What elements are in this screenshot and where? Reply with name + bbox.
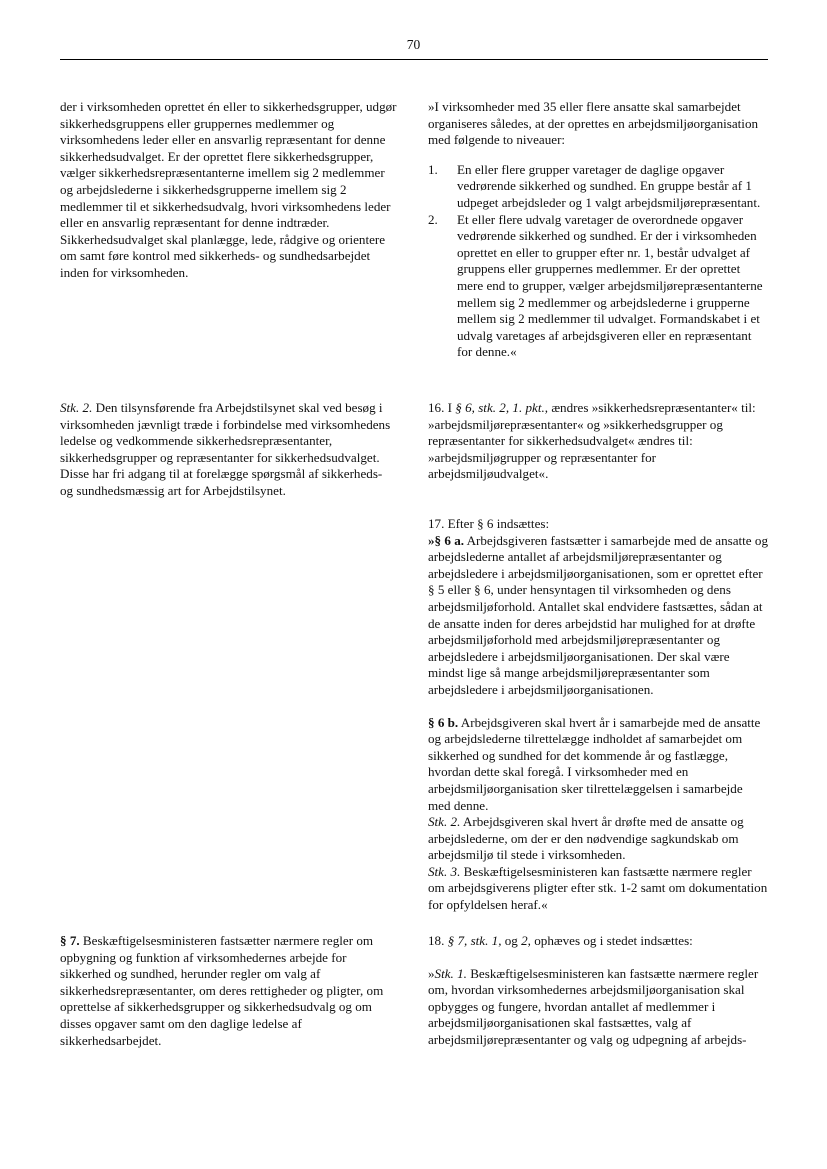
amendment-18-stk1-label: Stk. 1. bbox=[434, 965, 467, 981]
list-item-text: En eller flere grupper varetager de daglige opgaver vedrørende sikkerhed og sundhed. En gruppe består af 1 udpeget arbejdsleder og 1 valgt arbejdsmiljørepræsentant. bbox=[457, 161, 761, 210]
left-paragraph-1 bbox=[60, 99, 398, 282]
list-item-number: 2. bbox=[428, 211, 438, 227]
amendment-18-text bbox=[428, 933, 768, 950]
section-6b bbox=[428, 715, 768, 815]
section-6b-stk3-body: Beskæftigelsesministeren kan fastsætte nærmere regler om arbejdsgiverens pligter efter stk. 1-2 samt om dokumentation for opfyldelsen heraf.« bbox=[428, 863, 768, 913]
section-6b-stk2-body: Arbejdsgiveren skal hvert år drøfte med de ansatte og arbejdslederne, om der er den nødvendige sagkundskab om arbejdsmiljø til stede i virksomheden. bbox=[428, 814, 744, 863]
section-6a-body: Arbejdsgiveren fastsætter i samarbejde med de ansatte og arbejdslederne antallet af arbejdsmiljørepræsentanter og arbejdsledere i arbejdsmiljøorganisationen, som er oprettet efter § 5 eller § 6, under hensyntagen til virksomheden og dens arbejdsmiljøforhold. Antallet skal endvidere fastsættes, sådan at de ansatte inden for deres arbejdstid har mulighed for at drøfte arbejdsmiljøforhold med arbejdsmiljørepræsentanter og arbejdsledere i arbejdsmiljøorganisationen. Der skal være mindst lige så mange arbejdsmiljørepræsentanter som arbejdsledere i arbejdsmiljøorganisationen. bbox=[428, 532, 768, 697]
stk2-label: Stk. 2. bbox=[60, 400, 93, 415]
amendment-17-body: Efter § 6 indsættes: bbox=[444, 516, 550, 531]
section-7-text bbox=[60, 933, 398, 1049]
section-7-label: § 7. bbox=[60, 933, 80, 948]
amendment-16-text bbox=[428, 400, 768, 483]
left-stk2 bbox=[60, 400, 398, 500]
amendment-18-conjunction: og bbox=[501, 933, 522, 948]
amendment-18-stk1 bbox=[428, 966, 768, 1049]
section-7-body: Beskæftigelsesministeren fastsætter nærmere regler om opbygning og funktion af virksomhedernes arbejde for sikkerhed og sundhed, herunder regler om valg af sikkerhedsrepræsentanter, om deres rettigheder og pligter, om oprettelse af sikkerhedsgrupper og sikkerhedsudvalg og om disses opgaver samt om den daglige ledelse af sikkerhedsarbejdet. bbox=[60, 933, 384, 1048]
amendment-18 bbox=[428, 933, 768, 1049]
section-6a-label: »§ 6 a. bbox=[428, 532, 465, 548]
level-list bbox=[428, 162, 768, 361]
amendment-16-reference: § 6, stk. 2, 1. pkt., bbox=[455, 400, 549, 415]
amendment-16 bbox=[428, 400, 768, 483]
amendment-18-stk1-body: Beskæftigelsesministeren kan fastsætte nærmere regler om, hvordan virksomhedernes arbejdsmiljøorganisation skal opbygges og fungere, hvordan antallet af medlemmer i arbejdsmiljøorganisationen skal fastsættes, valg af arbejdsmiljørepræsentanter og valg og udpegning af arbejds- bbox=[428, 965, 759, 1047]
left-stk2-text bbox=[60, 400, 398, 500]
stk2-body: Den tilsynsførende fra Arbejdstilsynet skal ved besøg i virksomheden jævnligt træde i forbindelse med virksomhedens ledelse og vedkommende sikkerhedsrepræsentanter, sikkerhedsgrupper og repræsentanter for sikkerhedsudvalget. Disse har fri adgang til at forelægge spørgsmål af sikkerheds- og sundhedsmæssig art for Arbejdstilsynet. bbox=[60, 400, 391, 498]
page-number: 70 bbox=[406, 37, 421, 52]
section-6a bbox=[428, 533, 768, 699]
right-intro-block bbox=[428, 99, 768, 361]
header-rule bbox=[60, 59, 768, 60]
section-6b-stk3-label: Stk. 3. bbox=[428, 863, 461, 879]
section-6b-body: Arbejdsgiveren skal hvert år i samarbejde med de ansatte og arbejdslederne tilrettelægge indholdet af samarbejdet om sikkerhed og sundhed for det kommende år og fastlægge, hvordan dette skal foregå. I virksomheder med en arbejdsmiljøorganisation sker tilrettelæggelsen i samarbejde med denne. bbox=[428, 714, 761, 813]
list-item bbox=[428, 212, 768, 361]
amendment-18-number: 18. bbox=[428, 933, 445, 948]
list-item-text: Et eller flere udvalg varetager de overordnede opgaver vedrørende sikkerhed og sundhed. Er der i virksomheden oprettet en eller to grupper efter nr. 1, består udvalget af gruppens eller gruppernes medlemmer. Er der oprettet mere end to grupper, vælger arbejdsmiljørepræsentanterne mellem sig 2 medlemmer og arbejdslederne i grupperne mellem sig 2 medlemmer til udvalget. Formandskabet i et udvalg varetages af arbejdsgiveren eller en repræsentant for denne.« bbox=[457, 211, 763, 360]
amendment-17 bbox=[428, 516, 768, 914]
section-6b-stk2 bbox=[428, 814, 768, 864]
list-item-number: 1. bbox=[428, 161, 438, 177]
amendment-17-text bbox=[428, 516, 768, 533]
amendment-18-reference-2: 2, bbox=[521, 933, 531, 948]
section-6b-stk2-label: Stk. 2. bbox=[428, 814, 461, 830]
amendment-18-quote-open: » bbox=[428, 965, 435, 981]
amendment-17-number: 17. bbox=[428, 516, 445, 531]
amendment-16-body: ændres »sikkerhedsrepræsentanter« til: »arbejdsmiljørepræsentanter« og »sikkerhedsgrupper og repræsentanter for sikkerhedsudvalget« ændres til: »arbejdsmiljøgrupper og repræsentanter for arbejdsmiljøudvalget«. bbox=[428, 400, 756, 482]
left-paragraph-1-text: der i virksomheden oprettet én eller to sikkerhedsgrupper, udgør sikkerhedsgruppens eller gruppernes medlemmer og virksomhedens leder eller en ansvarlig repræsentant for denne sikkerhedsudvalget. Er der oprettet flere sikkerhedsgrupper, vælger sikkerhedsrepræsentanterne imellem sig 2 medlemmer og arbejdslederne i sikkerhedsgrupperne imellem sig 2 medlemmer til et sikkerhedsudvalg, hvori virksomhedens leder eller en ansvarlig repræsentant for denne indtræder. Sikkerhedsudvalget skal planlægge, lede, rådgive og orientere om samt føre kontrol med sikkerheds- og sundhedsarbejdet inden for virksomheden. bbox=[60, 99, 397, 280]
amendment-16-prefix: I bbox=[444, 400, 456, 415]
section-6b-stk3 bbox=[428, 864, 768, 914]
amendment-18-reference: § 7, stk. 1, bbox=[447, 933, 502, 948]
right-intro: »I virksomheder med 35 eller flere ansatte skal samarbejdet organiseres således, at der oprettes en arbejdsmiljøorganisation med følgende to niveauer: bbox=[428, 99, 759, 148]
amendment-16-number: 16. bbox=[428, 400, 445, 415]
section-6b-label: § 6 b. bbox=[428, 714, 459, 730]
list-item bbox=[428, 162, 768, 212]
left-section-7 bbox=[60, 933, 398, 1049]
amendment-18-body: ophæves og i stedet indsættes: bbox=[530, 933, 693, 948]
